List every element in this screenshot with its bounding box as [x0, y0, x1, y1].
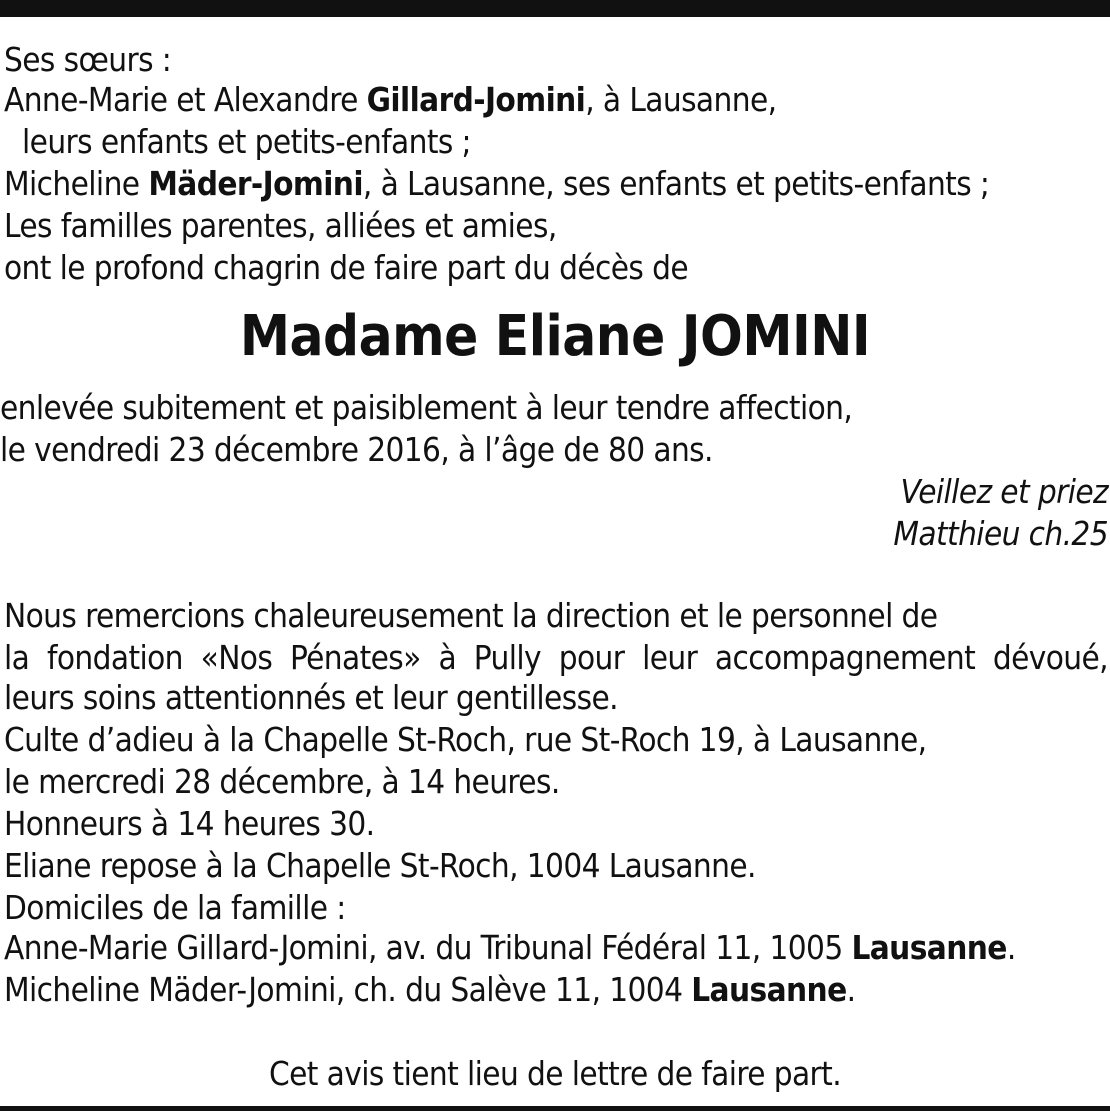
intro-text: , à Lausanne, ses enfants et petits-enfants ;	[362, 164, 990, 203]
intro-line-4	[4, 164, 989, 204]
address-text: .	[1006, 928, 1016, 967]
intro-line-6	[4, 248, 688, 288]
intro-line-3	[22, 122, 471, 162]
thanks-line-2: la fondation «Nos Pénates» à Pully pour leur accompagnement dévoué,	[4, 638, 1108, 677]
top-border-rule	[0, 0, 1110, 17]
intro-text: Micheline	[4, 164, 149, 203]
intro-line-5	[4, 206, 557, 246]
verse-reference: Matthieu ch.25	[893, 514, 1108, 553]
family-name-bold: Gillard-Jomini	[366, 80, 586, 119]
ceremony-line-2: le mercredi 28 décembre, à 14 heures.	[4, 762, 560, 801]
death-line-1: enlevée subitement et paisiblement à leur tendre affection,	[0, 388, 853, 427]
city-bold: Lausanne	[851, 928, 1007, 967]
verse-text: Veillez et priez	[900, 472, 1108, 511]
family-name-bold: Mäder-Jomini	[148, 164, 363, 203]
address-text: .	[846, 970, 856, 1009]
intro-text: , à Lausanne,	[585, 80, 777, 119]
intro-line-2	[4, 80, 776, 120]
bottom-border-rule	[0, 1106, 1110, 1111]
domicile-address-2	[4, 970, 855, 1010]
address-text: Micheline Mäder-Jomini, ch. du Salève 11, 1004	[4, 970, 692, 1009]
thanks-line-1: Nous remercions chaleureusement la direction et le personnel de	[4, 596, 938, 635]
intro-text: Les familles parentes, alliées et amies,	[4, 206, 557, 245]
intro-text: ont le profond chagrin de faire part du décès de	[4, 248, 689, 287]
death-line-2: le vendredi 23 décembre 2016, à l’âge de 80 ans.	[0, 430, 713, 469]
ceremony-line-1: Culte d’adieu à la Chapelle St-Roch, rue St-Roch 19, à Lausanne,	[4, 720, 927, 759]
intro-text: Ses sœurs :	[4, 40, 172, 79]
domiciles-heading: Domiciles de la famille :	[4, 888, 346, 927]
deceased-name-heading: Madame Eliane JOMINI	[239, 304, 871, 369]
ceremony-line-4: Eliane repose à la Chapelle St-Roch, 1004 Lausanne.	[4, 846, 756, 885]
closing-note: Cet avis tient lieu de lettre de faire part.	[268, 1054, 842, 1093]
address-text: Anne-Marie Gillard-Jomini, av. du Tribunal Fédéral 11, 1005	[4, 928, 852, 967]
city-bold: Lausanne	[691, 970, 847, 1009]
intro-text: Anne-Marie et Alexandre	[4, 80, 367, 119]
thanks-line-3: leurs soins attentionnés et leur gentillesse.	[4, 678, 618, 717]
intro-line-1	[4, 40, 171, 80]
domicile-address-1	[4, 928, 1016, 968]
intro-text: leurs enfants et petits-enfants ;	[22, 122, 471, 161]
ceremony-line-3: Honneurs à 14 heures 30.	[4, 804, 375, 843]
